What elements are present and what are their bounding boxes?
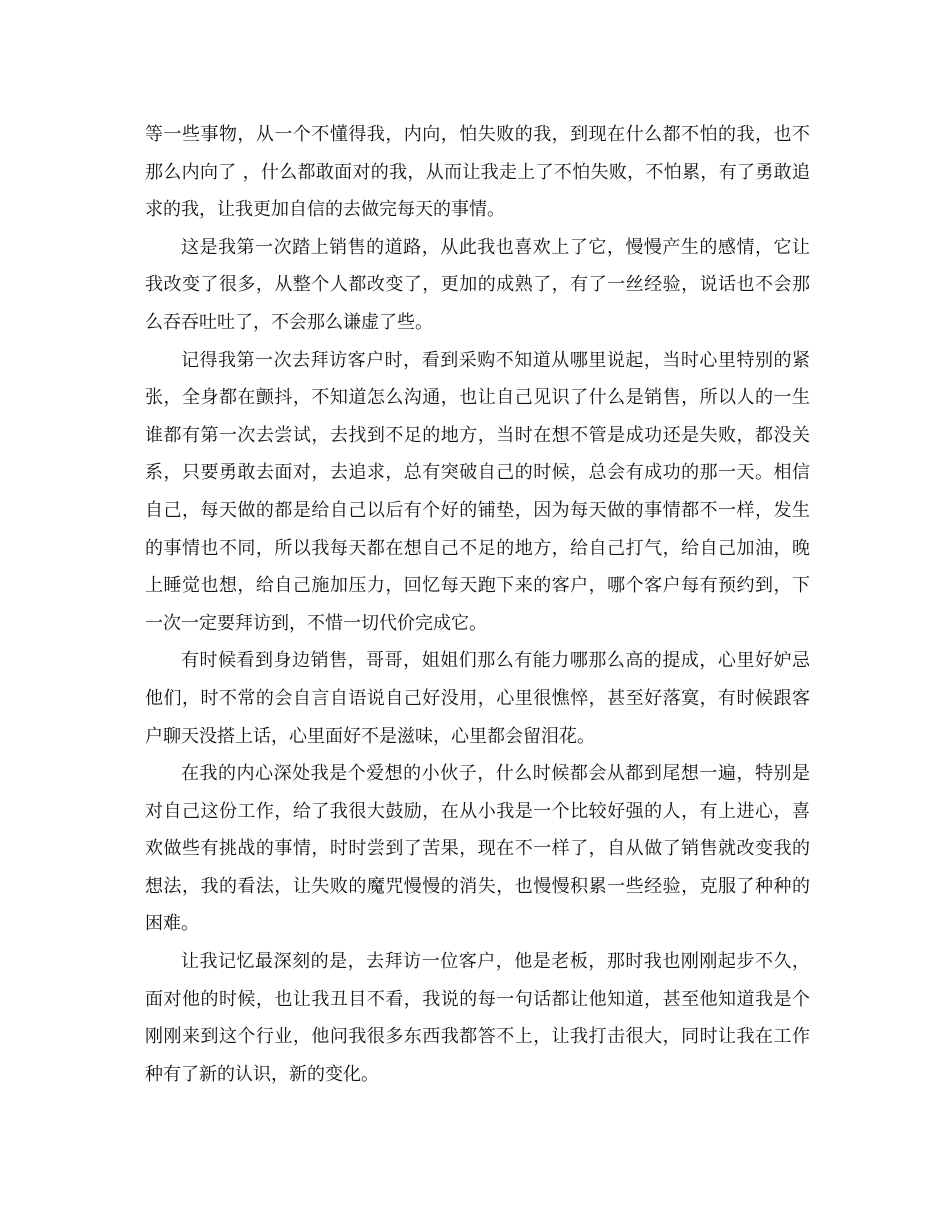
document-body xyxy=(145,116,810,1093)
paragraph-3: 记得我第一次去拜访客户时，看到采购不知道从哪里说起，当时心里特别的紧张，全身都在颤抖，不知道怎么沟通，也让自己见识了什么是销售，所以人的一生谁都有第一次去尝试，去找到不足的地方，当时在想不管是成功还是失败，都没关系，只要勇敢去面对，去追求，总有突破自己的时候，总会有成功的那一天。相信自己，每天做的都是给自己以后有个好的铺垫，因为每天做的事情都不一样，发生的事情也不同，所以我每天都在想自己不足的地方，给自己打气，给自己加油，晚上睡觉也想，给自己施加压力，回忆每天跑下来的客户，哪个客户每有预约到，下一次一定要拜访到，不惜一切代价完成它。 xyxy=(145,349,810,634)
paragraph-5: 在我的内心深处我是个爱想的小伙子，什么时候都会从都到尾想一遍，特别是对自己这份工作，给了我很大鼓励，在从小我是一个比较好强的人，有上进心，喜欢做些有挑战的事情，时时尝到了苦果，现在不一样了，自从做了销售就改变我的想法，我的看法，让失败的魔咒慢慢的消失，也慢慢积累一些经验，克服了种种的困难。 xyxy=(145,763,810,935)
paragraph-2: 这是我第一次踏上销售的道路，从此我也喜欢上了它，慢慢产生的感情，它让我改变了很多，从整个人都改变了，更加的成熟了，有了一丝经验，说话也不会那么吞吞吐吐了，不会那么谦虚了些。 xyxy=(145,236,810,333)
paragraph-1: 等一些事物，从一个不懂得我，内向，怕失败的我，到现在什么都不怕的我，也不那么内向了 ，什么都敢面对的我，从而让我走上了不怕失败，不怕累，有了勇敢追求的我，让我更加自信的去做完每天的事情。 xyxy=(145,124,810,221)
paragraph-4: 有时候看到身边销售，哥哥，姐姐们那么有能力哪那么高的提成，心里好妒忌他们，时不常的会自言自语说自己好没用，心里很憔悴，甚至好落寞，有时候跟客户聊天没搭上话，心里面好不是滋味，心里都会留泪花。 xyxy=(145,650,810,747)
paragraph-6: 让我记忆最深刻的是，去拜访一位客户，他是老板，那时我也刚刚起步不久，面对他的时候，也让我丑目不看，我说的每一句话都让他知道，甚至他知道我是个刚刚来到这个行业，他问我很多东西我都答不上，让我打击很大，同时让我在工作种有了新的认识，新的变化。 xyxy=(145,951,810,1085)
